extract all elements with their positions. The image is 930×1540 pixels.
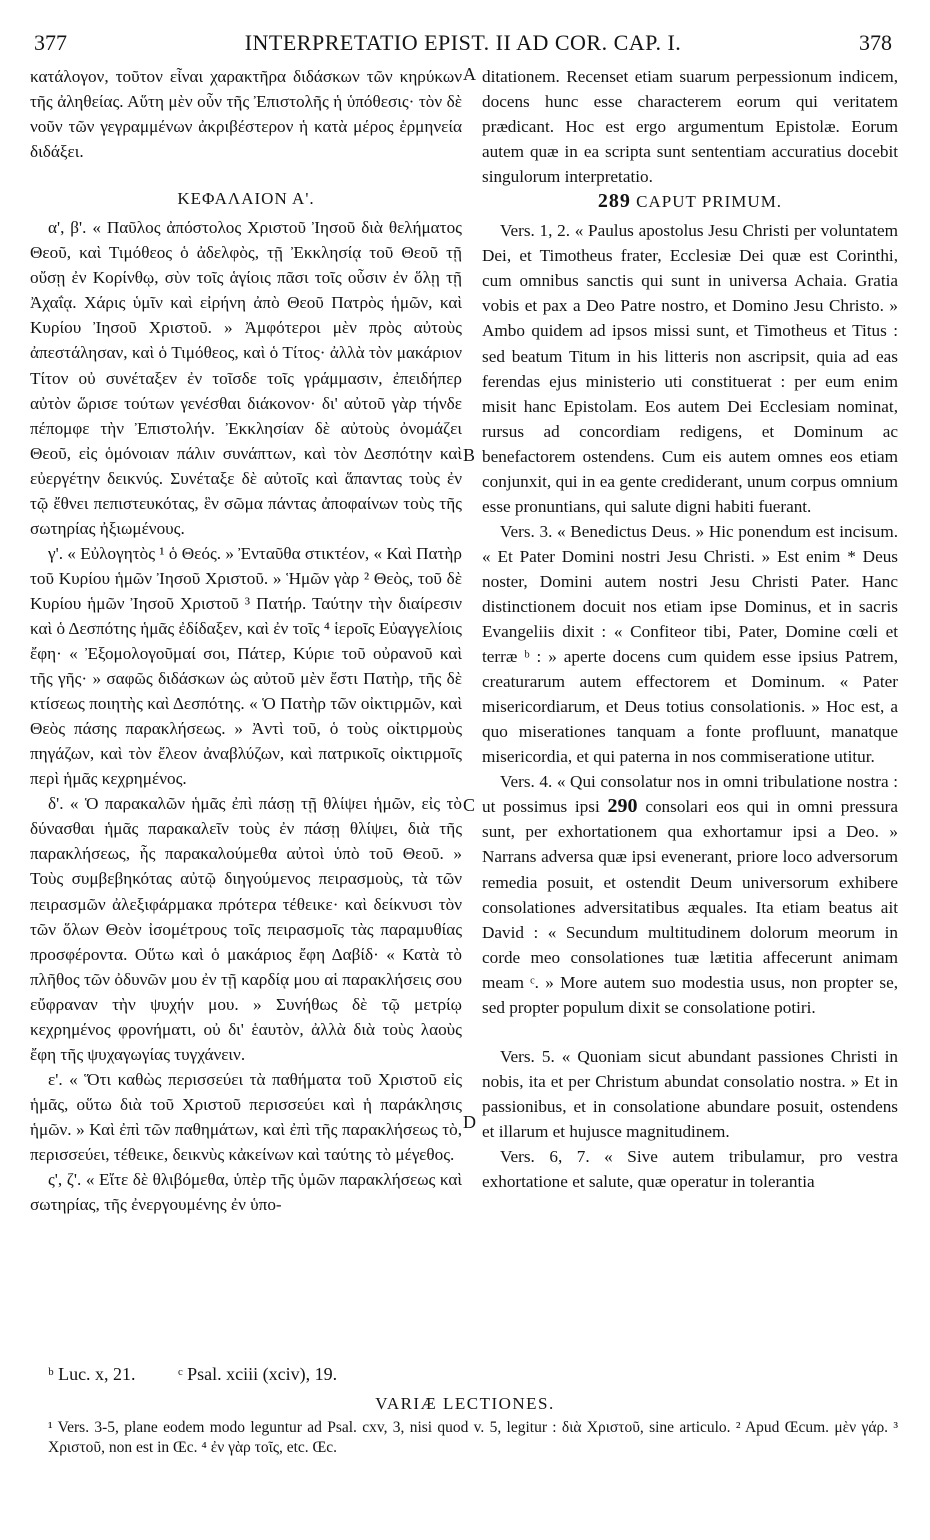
- footnote-b: ᵇ Luc. x, 21.: [48, 1364, 136, 1384]
- latin-verse-4: [482, 769, 898, 1019]
- greek-verse-4: δ'. « Ὁ παρακαλῶν ἡμᾶς ἐπὶ πάσῃ τῇ θλίψει ἡμῶν, εἰς τὸ δύνασθαι ἡμᾶς παρακαλεῖν τοὺς ἐν πάσῃ θλίψει, διὰ τῆς παρακλήσεως, ἧς παρακαλούμεθα αὐτοὶ ὑπὸ τοῦ Θεοῦ. » Τοὺς συμβεβηκότας αὐτῷ διηγούμενος πειρασμοὺς, τὰ τῶν πειρασμῶν ἀλεξιφάρμακα πρότερα τέθεικε· καὶ δείκνυσι τὸν τῶν ὅλων Θεὸν ἰσομέτρους τοῖς πειρασμοῖς τὰς παραμυθίας προσφέροντα. Οὕτω καὶ ὁ μακάριος ἔφη Δαβίδ· « Κατὰ τὸ πλῆθος τῶν ὀδυνῶν μου ἐν τῇ καρδίᾳ μου αἱ παρακλήσεις σου εὔφραναν τὴν ψυχήν μου. » Συνήθως δὲ τῷ μετρίῳ κεχρημένος φρονήματι, οὐ δι' ἑαυτὸν, ἀλλὰ διὰ τοὺς λαοὺς ἔφη τῆς ψυχαγωγίας τυγχάνειν.: [30, 794, 462, 1064]
- latin-verse-4-start: Vers. 4. « Qui consolatur nos in omni tribulatione nostra : ut possimus ipsi: [482, 772, 898, 817]
- page-number-left: 377: [34, 30, 67, 55]
- section-marker-a: A: [463, 64, 476, 84]
- latin-verse-4-end: consolari eos qui in omni pressura sunt, per exhortationem qua exhortamur ipsi a Deo. » Narrans adversa quæ ipsi evenerant, priore loco adversorum remedia posuit, et ostendit Deum universorum exhibere consolationes adversitatibus æquales. Ita etiam beatus ait David : « Secundum multitudinem dolorum meorum in corde meo consolationes tuæ lætitia affecerunt animam meam ᶜ. » More autem suo modestia usus, non propter se, sed propter populum dixit se consolatione potiri.: [482, 797, 899, 1017]
- latin-verse-3: Vers. 3. « Benedictus Deus. » Hic ponendum est incisum. « Et Pater Domini nostri Jesu Christi. » Est enim * Deus noster, Domini autem nostri Jesu Christi Pater. Hanc distinctionem docuit nos etiam ipse Dominus, et in sacris Evangeliis dixit : « Confiteor tibi, Pater, Domine cœli et terræ ᵇ : » aperte docens cum quidem esse ipsius Patrem, creaturarum autem effectorem et Dominum. « Pater misericordiarum, et Deus totius consolationis. » Hoc est, a quo miserationes tanquam a fonte profluunt, manatque misericordia, et qui paterna in nos commiseratione utitur.: [482, 521, 898, 767]
- page-number-right: 378: [859, 30, 892, 55]
- latin-verse-1-2: Vers. 1, 2. « Paulus apostolus Jesu Christi per voluntatem Dei, et Timotheus frater, Ecclesiæ Dei quæ est Corinthi, cum omnibus sanctis qui sunt in universa Achaia. Gratia vobis et pax a Deo Patre nostro, et Domino Jesu Christo. » Ambo quidem ad ipsos missi sunt, et Timotheus et Titus : sed beatum Titum in his litteris non ascripsit, quia ad eas ferendas ejus ministerio uti constituerat : per eum enim misit hanc Epistolam. Eos autem Dei Ecclesiam nominat, rursus ad concordiam redigens, et Dominum ac benefactorem ostendens. Cum eis autem omnes eos etiam conjunxit, qui in ea gente crediderant, unum corpus omnium esse pronuntians, qui salute digni habiti fuerant.: [482, 221, 898, 516]
- greek-verse-6-7: ς', ζ'. « Εἴτε δὲ θλιβόμεθα, ὑπὲρ τῆς ὑμῶν παρακλήσεως καὶ σωτηρίας, τῆς ἐνεργουμένης ἐν ὑπο-: [30, 1170, 462, 1215]
- greek-chapter-heading: ΚΕΦΑΛΑΙΟΝ Α'.: [177, 189, 315, 209]
- latin-chapter-heading: [482, 189, 898, 214]
- greek-column: [30, 64, 462, 1217]
- running-title: INTERPRETATIO EPIST. II AD COR. CAP. I.: [244, 30, 682, 55]
- latin-chapter-title: CAPUT PRIMUM.: [636, 192, 783, 212]
- latin-intro-paragraph: ditationem. Recenset etiam suarum perpessionum indicem, docens hunc esse characterem eorum qui veritatem prædicant. Hoc est ergo argumentum Epistolæ. Eorum autem quæ in ea scripta sunt sententiam accuratius docebit singulorum interpretatio.: [482, 67, 898, 187]
- column-number-290: 290: [607, 795, 638, 818]
- variae-lectiones-text: ¹ Vers. 3-5, plane eodem modo leguntur ad Psal. cxv, 3, nisi quod v. 5, legitur : διὰ Χριστοῦ, sine articulo. ² Apud Œcum. μὲν γάρ. ³ Χριστοῦ, non est in Œc. ⁴ ἐν γὰρ τοῖς, etc. Œc.: [48, 1419, 898, 1456]
- section-marker-c: C: [463, 795, 476, 815]
- greek-verse-5: ε'. « Ὅτι καθὼς περισσεύει τὰ παθήματα τοῦ Χριστοῦ εἰς ἡμᾶς, οὕτω διὰ τοῦ Χριστοῦ περισσεύει καὶ ἡ παράκλησις ἡμῶν. » Καὶ ἐπὶ τῶν παθημάτων, καὶ ἐπὶ τῆς παρακλήσεως τὸ, περισσεύει, τέθεικε, δεικνὺς κἀκείνων καὶ ταύτης τὸ μέγεθος.: [30, 1069, 462, 1164]
- latin-verse-5: Vers. 5. « Quoniam sicut abundant passiones Christi in nobis, ita et per Christum abundat consolatio nostra. » Et in passionibus, et in consolatione abundare posuit, ostendens et illarum et hujusce magnitudinem.: [482, 1046, 898, 1141]
- latin-column: [482, 64, 898, 1194]
- greek-verse-3: γ'. « Εὐλογητὸς ¹ ὁ Θεός. » Ἐνταῦθα στικτέον, « Καὶ Πατὴρ τοῦ Κυρίου ἡμῶν Ἰησοῦ Χριστοῦ. » Ἡμῶν γὰρ ² Θεὸς, τοῦ δὲ Κυρίου ἡμῶν Ἰησοῦ Χριστοῦ ³ Πατήρ. Ταύτην τὴν διαίρεσιν καὶ ὁ Δεσπότης ἡμᾶς ἐδίδαξεν, καὶ ἐν τοῖς ⁴ ἱεροῖς Εὐαγγελίοις ἔφη· « Ἐξομολογοῦμαί σοι, Πάτερ, Κύριε τοῦ οὐρανοῦ καὶ τῆς γῆς· » σαφῶς διδάσκων ὡς αὐτοῦ μὲν ἔστι Πατὴρ, τῆς δὲ κτίσεως ποιητὴς καὶ Δεσπότης. « Ὁ Πατὴρ τῶν οἰκτιρμῶν, καὶ Θεὸς πάσης παρακλήσεως. » Ἀντὶ τοῦ, ὁ τοὺς οἰκτιρμοὺς πηγάζων, καὶ τὸν ἔλεον ἀναβλύζων, καὶ πατρικοῖς οἰκτιρμοῖς περὶ ἡμᾶς κεχρημένος.: [30, 543, 462, 789]
- running-header: [34, 30, 892, 60]
- column-number-289: 289: [597, 190, 631, 213]
- section-marker-b: B: [463, 445, 476, 465]
- section-marker-d: D: [463, 1112, 476, 1132]
- footnote-c: ᶜ Psal. xciii (xciv), 19.: [178, 1364, 338, 1384]
- greek-verse-1-2: α', β'. « Παῦλος ἀπόστολος Χριστοῦ Ἰησοῦ διὰ θελήματος Θεοῦ, καὶ Τιμόθεος ὁ ἀδελφὸς, τῇ Ἐκκλησίᾳ τοῦ Θεοῦ τῇ οὔσῃ ἐν Κορίνθῳ, σὺν τοῖς ἁγίοις πᾶσι τοῖς οὖσιν ἐν ὅλῃ τῇ Ἀχαΐᾳ. Χάρις ὑμῖν καὶ εἰρήνη ἀπὸ Θεοῦ Πατρὸς ἡμῶν, καὶ Κυρίου Ἰησοῦ Χριστοῦ. » Ἀμφότεροι μὲν πρὸς αὐτοὺς ἀπεστάλησαν, καὶ ὁ Τιμόθεος, καὶ ὁ Τίτος· ἀλλὰ τὸν μακάριον Τίτον οὐ συνέταξεν ἐν τοῖσδε τοῖς γράμμασιν, ἐπειδήπερ αὐτὸν ὥρισε τούτων γενέσθαι διάκονον· δι' αὐτοῦ γὰρ τήνδε πέπομφε τὴν Ἐπιστολήν. Ἐκκλησίαν δὲ αὐτοὺς ὀνομάζει Θεοῦ, εἰς ὁμόνοιαν πάλιν συνάπτων, καὶ τὸν Δεσπότην καὶ εὐεργέτην δεικνύς. Συνέταξε δὲ αὐτοῖς καὶ ἅπαντας τοὺς ἐν τῷ ἔθνει πεπιστευκότας, ἓν σῶμα πάντας ἀποφαίνων τοὺς τῆς σωτηρίας ἠξιωμένους.: [30, 218, 462, 538]
- variae-lectiones-heading: VARIÆ LECTIONES.: [375, 1394, 555, 1413]
- latin-verse-6-7: Vers. 6, 7. « Sive autem tribulamur, pro vestra exhortatione et salute, quæ operatur in tolerantia: [482, 1146, 898, 1192]
- greek-intro-paragraph: κατάλογον, τοῦτον εἶναι χαρακτῆρα διδάσκων τῶν κηρύκων τῆς ἀληθείας. Αὕτη μὲν οὖν τῆς Ἐπιστολῆς ἡ ὑπόθεσις· τὸν δὲ νοῦν τῶν γεγραμμένων ἀκριβέστερον ἡ κατὰ μέρος ἑρμηνεία διδάξει.: [30, 67, 462, 162]
- scripture-footnotes: [48, 1364, 375, 1385]
